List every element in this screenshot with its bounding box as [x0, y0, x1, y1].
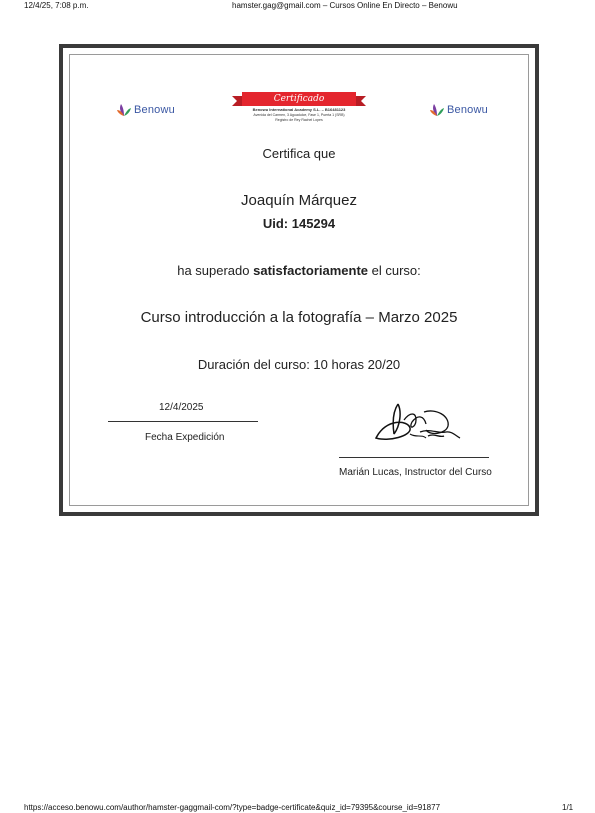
benowu-logo-left: [116, 103, 175, 117]
print-page-number: 1/1: [562, 803, 574, 812]
print-url[interactable]: https://acceso.benowu.com/author/hamster-gaggmail-com/?type=badge-certificate&quiz_id=79395&course_id=91877: [24, 803, 441, 812]
course-duration: Duración del curso: 10 horas 20/20: [197, 357, 401, 372]
certifies-text: Certifica que: [262, 146, 336, 161]
signature-line: [339, 457, 489, 458]
student-name: Joaquín Márquez: [241, 192, 357, 209]
passed-statement: [63, 263, 535, 278]
passed-bold: satisfactoriamente: [253, 263, 369, 278]
benowu-flower-icon: [116, 103, 132, 117]
print-title: hamster.gag@gmail.com – Cursos Online En Directo – Benowu: [232, 1, 458, 10]
seal-registry-line: Registro de Rey Rachel Lopes: [275, 118, 323, 122]
passed-suffix: el curso:: [368, 263, 421, 278]
seal-ribbon: Certificado: [242, 92, 356, 106]
instructor-signature: [368, 398, 463, 448]
seal-address-line: Avenida del Carmen, 3 Aguadulce, Fase 1, Puerta 1 (SRB): [253, 113, 345, 117]
seal-company-line: Benowu International Academy S.L. – B16481123: [252, 107, 346, 112]
certificate-frame: [59, 44, 539, 516]
passed-prefix: ha superado: [177, 263, 254, 278]
issue-date: 12/4/2025: [159, 402, 204, 413]
benowu-logo-right: [429, 103, 488, 117]
benowu-flower-icon: [429, 103, 445, 117]
issue-date-line: [108, 421, 258, 422]
certificate-seal: [230, 92, 368, 126]
course-title: Curso introducción a la fotografía – Marzo 2025: [140, 309, 458, 326]
print-datetime: 12/4/25, 7:08 p.m.: [24, 1, 89, 10]
student-uid: Uid: 145294: [262, 216, 336, 231]
benowu-logo-text: Benowu: [447, 104, 488, 116]
instructor-label: Marián Lucas, Instructor del Curso: [339, 467, 492, 478]
benowu-logo-text: Benowu: [134, 104, 175, 116]
issue-date-label: Fecha Expedición: [145, 432, 225, 443]
